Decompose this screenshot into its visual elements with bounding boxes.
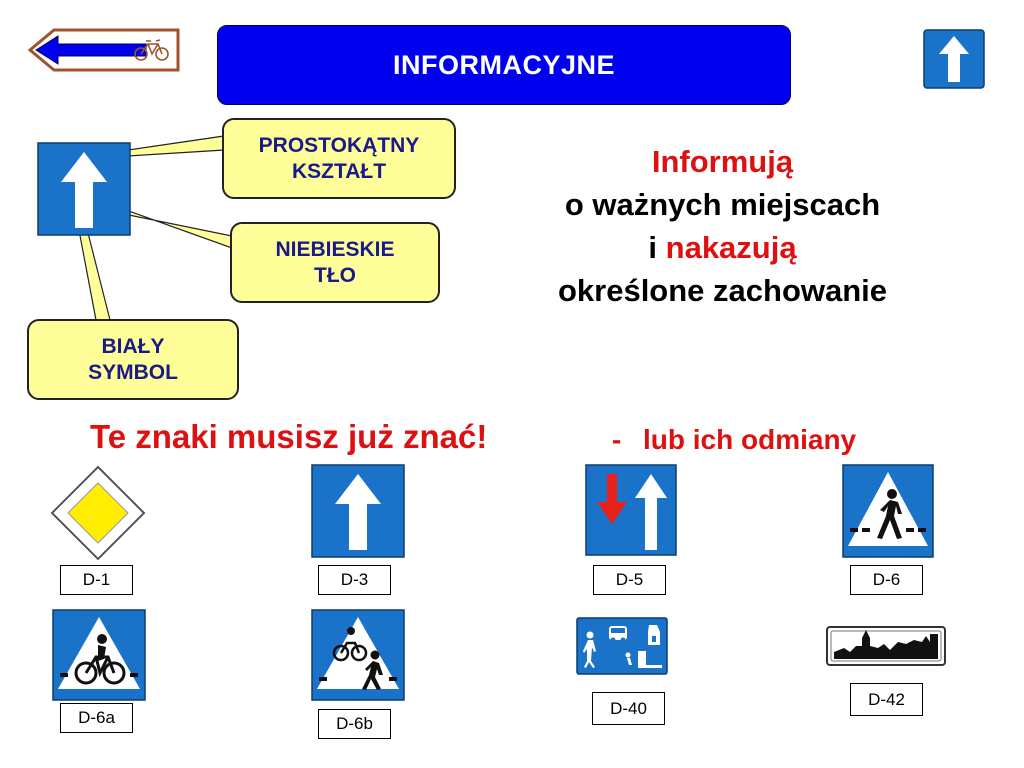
label-d1: D-1 <box>60 565 133 595</box>
label-d6: D-6 <box>850 565 923 595</box>
example-sign-d3 <box>37 142 131 236</box>
callout-symbol-line2: SYMBOL <box>88 360 178 384</box>
sign-d6b <box>311 609 405 701</box>
callout-background-line2: TŁO <box>314 263 356 287</box>
info-line1: Informują <box>651 144 794 179</box>
callout-shape-line1: PROSTOKĄTNY <box>258 133 420 157</box>
label-d6a: D-6a <box>60 703 133 733</box>
label-d5: D-5 <box>593 565 666 595</box>
callout-background <box>230 222 440 303</box>
info-line4: określone zachowanie <box>557 273 888 308</box>
page-title: INFORMACYJNE <box>217 25 791 105</box>
info-line3 <box>495 226 950 269</box>
info-line2: o ważnych miejscach <box>564 187 881 222</box>
must-know-variants: lub ich odmiany <box>643 424 857 455</box>
callout-shape <box>222 118 456 199</box>
sign-d6a <box>52 609 146 701</box>
label-d6b: D-6b <box>318 709 391 739</box>
sign-d42 <box>826 626 946 666</box>
label-d40: D-40 <box>592 692 665 725</box>
info-line3-red: nakazują <box>665 230 797 265</box>
must-know-dash: - <box>612 424 622 455</box>
sign-d3 <box>311 464 405 558</box>
callout-symbol-line1: BIAŁY <box>101 334 165 358</box>
sign-d5 <box>585 464 677 556</box>
next-button[interactable] <box>923 29 985 89</box>
info-text <box>495 140 950 312</box>
must-know-heading: Te znaki musisz już znać! <box>90 418 488 455</box>
info-line3-prefix: i <box>648 230 666 265</box>
sign-d1 <box>50 465 146 561</box>
callout-shape-line2: KSZTAŁT <box>291 159 387 183</box>
sign-d6 <box>842 464 934 558</box>
callout-background-line1: NIEBIESKIE <box>275 237 395 261</box>
label-d42: D-42 <box>850 683 923 716</box>
callout-symbol <box>27 319 239 400</box>
sign-d40 <box>576 617 668 675</box>
label-d3: D-3 <box>318 565 391 595</box>
